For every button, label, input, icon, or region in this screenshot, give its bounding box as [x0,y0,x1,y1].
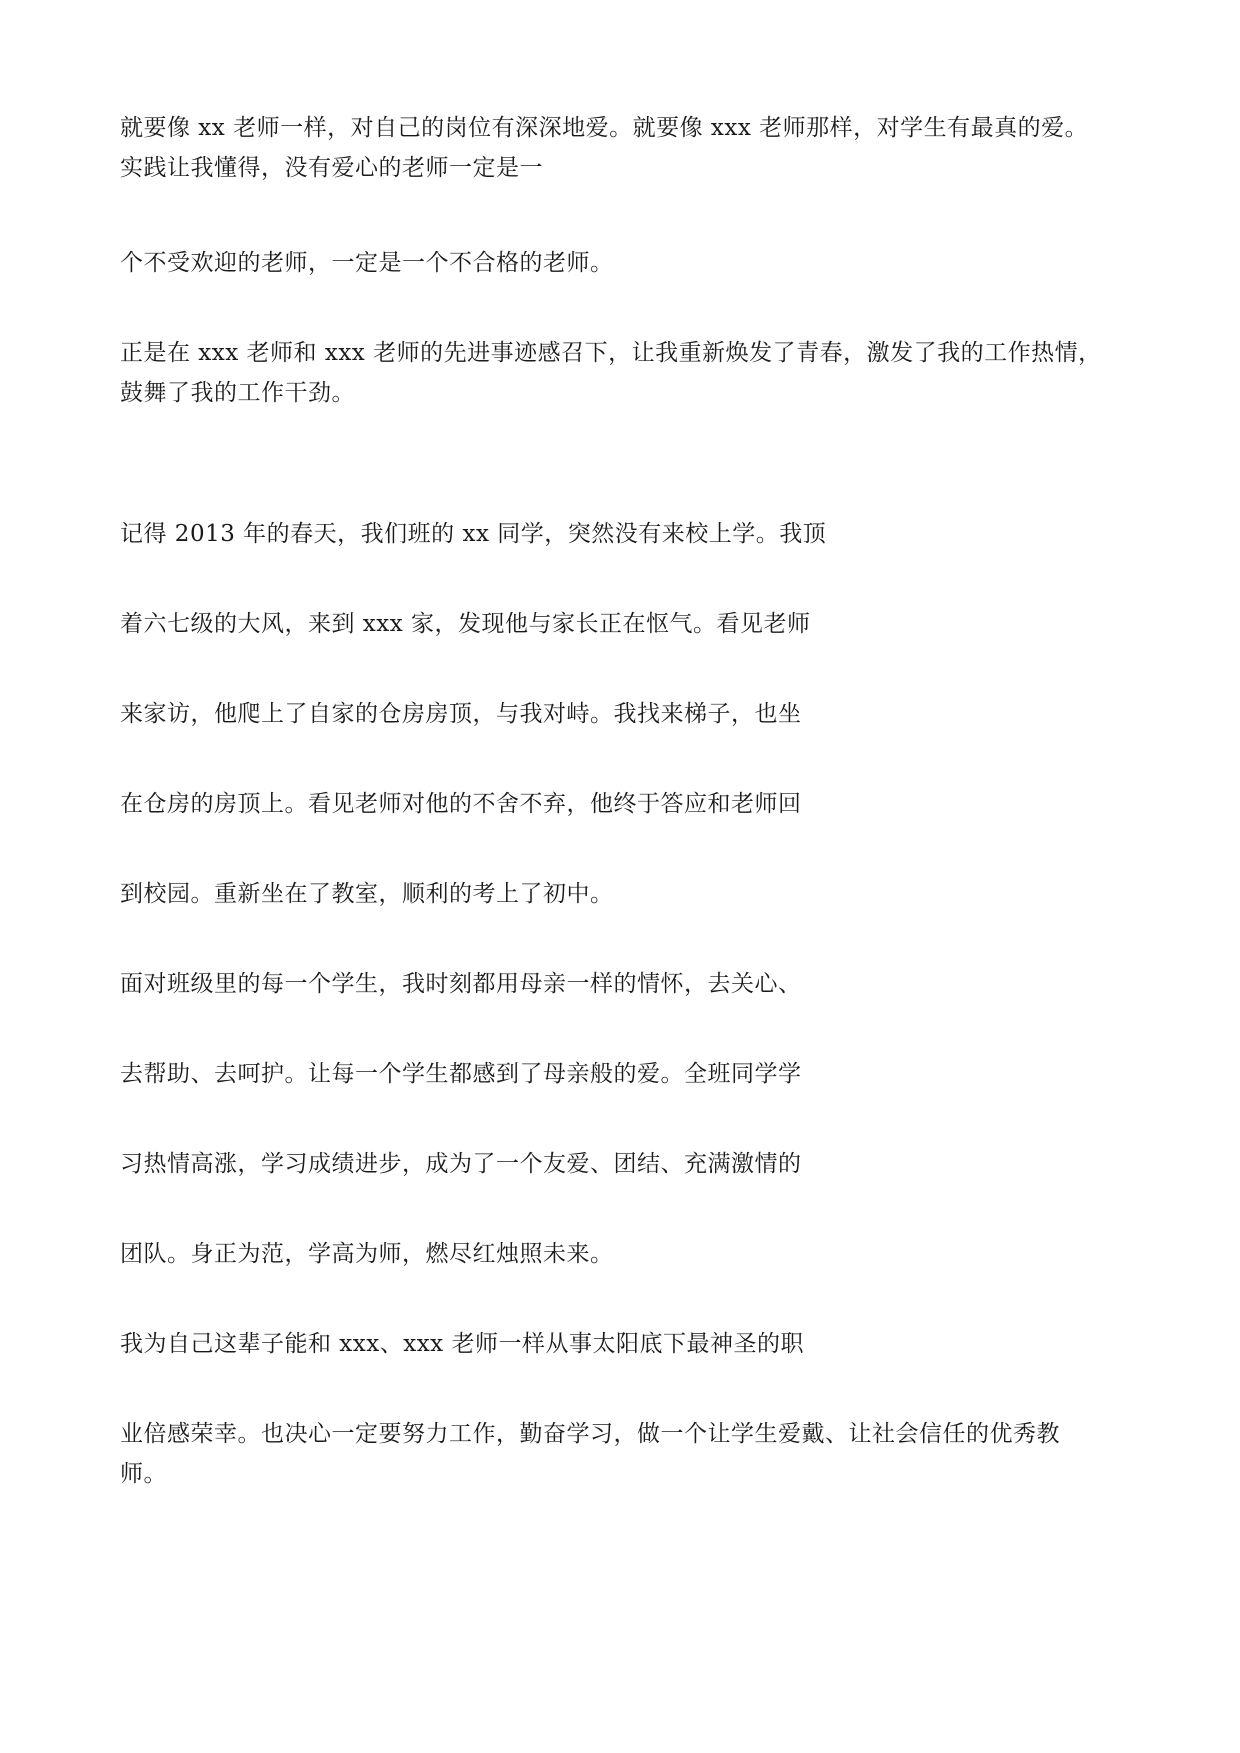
paragraph-line: 习热情高涨，学习成绩进步，成为了一个友爱、团结、充满激情的 [120,1151,802,1177]
paragraph-line: 个不受欢迎的老师，一定是一个不合格的老师。 [120,250,614,276]
paragraph-11 [120,1144,1130,1184]
paragraph-line: 鼓舞了我的工作干劲。 [120,380,355,406]
paragraph-line: 就要像 xx 老师一样，对自己的岗位有深深地爱。就要像 xxx 老师那样，对学生有最真的爱。 [120,115,1089,141]
paragraph-line: 我为自己这辈子能和 xxx、xxx 老师一样从事太阳底下最神圣的职 [120,1331,804,1357]
paragraph-line: 到校园。重新坐在了教室，顺利的考上了初中。 [120,881,614,907]
paragraph-line: 着六七级的大风，来到 xxx 家，发现他与家长正在怄气。看见老师 [120,611,811,637]
paragraph-3 [120,333,1130,413]
paragraph-5 [120,604,1130,644]
paragraph-line: 记得 2013 年的春天，我们班的 xx 同学，突然没有来校上学。我顶 [120,521,827,547]
paragraph-line: 团队。身正为范，学高为师，燃尽红烛照未来。 [120,1241,614,1267]
paragraph-line: 面对班级里的每一个学生，我时刻都用母亲一样的情怀，去关心、 [120,971,802,997]
paragraph-line: 在仓房的房顶上。看见老师对他的不舍不弃，他终于答应和老师回 [120,791,802,817]
paragraph-6 [120,694,1130,734]
paragraph-14 [120,1414,1130,1494]
paragraph-9 [120,964,1130,1004]
paragraph-13 [120,1324,1130,1364]
paragraph-line: 去帮助、去呵护。让每一个学生都感到了母亲般的爱。全班同学学 [120,1061,802,1087]
paragraph-10 [120,1054,1130,1094]
paragraph-line: 师。 [120,1461,167,1487]
paragraph-line: 正是在 xxx 老师和 xxx 老师的先进事迹感召下，让我重新焕发了青春，激发了我的工作热情， [120,340,1102,366]
paragraph-line: 来家访，他爬上了自家的仓房房顶，与我对峙。我找来梯子，也坐 [120,701,802,727]
paragraph-line: 业倍感荣幸。也决心一定要努力工作，勤奋学习，做一个让学生爱戴、让社会信任的优秀教 [120,1421,1060,1447]
paragraph-7 [120,784,1130,824]
paragraph-2 [120,243,1130,283]
paragraph-line: 实践让我懂得，没有爱心的老师一定是一 [120,155,543,181]
paragraph-12 [120,1234,1130,1274]
paragraph-8 [120,874,1130,914]
paragraph-1 [120,108,1130,188]
paragraph-4 [120,514,1130,554]
